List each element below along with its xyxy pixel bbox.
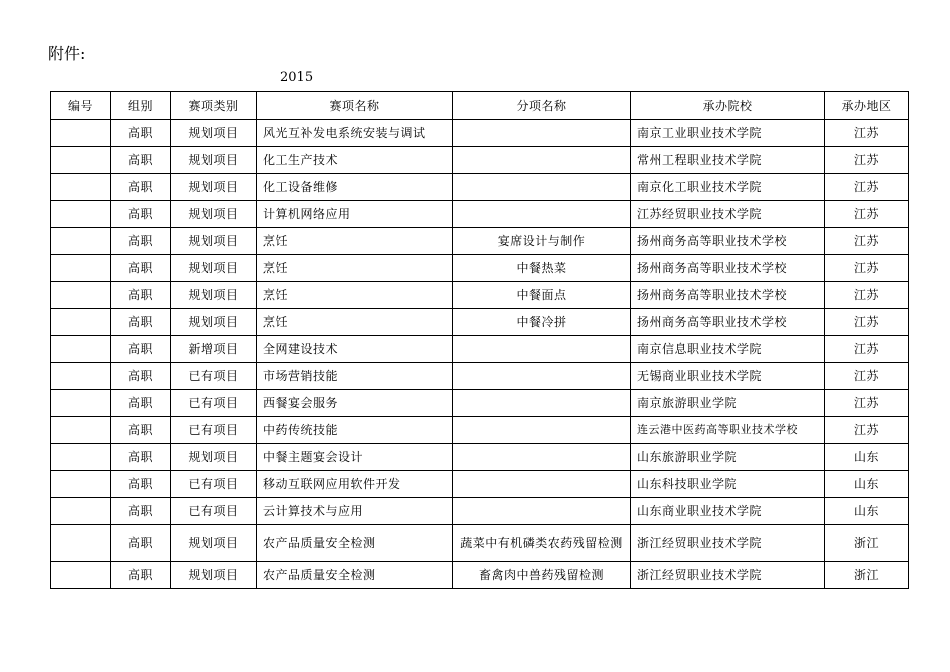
table-row — [51, 174, 909, 201]
cell-school: 山东商业职业技术学院 — [631, 498, 825, 525]
cell-school: 扬州商务高等职业技术学校 — [631, 255, 825, 282]
cell-group: 高职 — [111, 390, 171, 417]
cell-group: 高职 — [111, 417, 171, 444]
cell-category: 已有项目 — [171, 390, 257, 417]
cell-region: 江苏 — [825, 255, 909, 282]
cell-region: 江苏 — [825, 417, 909, 444]
cell-sub: 中餐热菜 — [453, 255, 631, 282]
cell-region: 江苏 — [825, 309, 909, 336]
cell-sub — [453, 444, 631, 471]
cell-sub — [453, 471, 631, 498]
cell-category: 规划项目 — [171, 282, 257, 309]
header-school: 承办院校 — [631, 92, 825, 120]
cell-id — [51, 390, 111, 417]
cell-group: 高职 — [111, 498, 171, 525]
cell-sub: 畜禽肉中兽药残留检测 — [453, 562, 631, 589]
table-row — [51, 255, 909, 282]
cell-school: 南京信息职业技术学院 — [631, 336, 825, 363]
cell-group: 高职 — [111, 174, 171, 201]
cell-category: 规划项目 — [171, 201, 257, 228]
table-row — [51, 390, 909, 417]
table-row — [51, 120, 909, 147]
cell-id — [51, 282, 111, 309]
cell-name: 中餐主题宴会设计 — [257, 444, 453, 471]
cell-name: 烹饪 — [257, 282, 453, 309]
cell-school: 南京工业职业技术学院 — [631, 120, 825, 147]
cell-region: 江苏 — [825, 228, 909, 255]
table-row — [51, 228, 909, 255]
cell-category: 已有项目 — [171, 417, 257, 444]
cell-category: 规划项目 — [171, 309, 257, 336]
cell-id — [51, 174, 111, 201]
cell-id — [51, 147, 111, 174]
cell-group: 高职 — [111, 562, 171, 589]
cell-name: 移动互联网应用软件开发 — [257, 471, 453, 498]
cell-category: 规划项目 — [171, 147, 257, 174]
table-row — [51, 363, 909, 390]
cell-group: 高职 — [111, 363, 171, 390]
cell-region: 江苏 — [825, 201, 909, 228]
cell-sub — [453, 201, 631, 228]
cell-category: 新增项目 — [171, 336, 257, 363]
cell-category: 已有项目 — [171, 363, 257, 390]
cell-category: 已有项目 — [171, 498, 257, 525]
cell-group: 高职 — [111, 228, 171, 255]
cell-group: 高职 — [111, 309, 171, 336]
cell-sub — [453, 174, 631, 201]
cell-id — [51, 228, 111, 255]
cell-region: 江苏 — [825, 363, 909, 390]
cell-name: 化工设备维修 — [257, 174, 453, 201]
cell-id — [51, 444, 111, 471]
cell-name: 全网建设技术 — [257, 336, 453, 363]
cell-sub — [453, 120, 631, 147]
cell-school: 连云港中医药高等职业技术学校 — [631, 417, 825, 444]
cell-id — [51, 255, 111, 282]
cell-school: 扬州商务高等职业技术学校 — [631, 309, 825, 336]
cell-id — [51, 120, 111, 147]
cell-name: 市场营销技能 — [257, 363, 453, 390]
header-category: 赛项类别 — [171, 92, 257, 120]
cell-school: 常州工程职业技术学院 — [631, 147, 825, 174]
cell-sub — [453, 336, 631, 363]
document-title: 2015 — [280, 70, 314, 85]
cell-region: 浙江 — [825, 562, 909, 589]
header-name: 赛项名称 — [257, 92, 453, 120]
cell-school: 扬州商务高等职业技术学校 — [631, 228, 825, 255]
cell-school: 江苏经贸职业技术学院 — [631, 201, 825, 228]
cell-group: 高职 — [111, 471, 171, 498]
cell-category: 规划项目 — [171, 255, 257, 282]
cell-sub — [453, 390, 631, 417]
cell-sub — [453, 417, 631, 444]
cell-group: 高职 — [111, 444, 171, 471]
cell-school: 浙江经贸职业技术学院 — [631, 525, 825, 562]
cell-name: 烹饪 — [257, 255, 453, 282]
table-row — [51, 147, 909, 174]
cell-group: 高职 — [111, 201, 171, 228]
cell-school: 扬州商务高等职业技术学校 — [631, 282, 825, 309]
table-body — [51, 120, 909, 589]
cell-region: 山东 — [825, 498, 909, 525]
table-row — [51, 525, 909, 562]
attachment-label: 附件: — [48, 44, 86, 63]
cell-group: 高职 — [111, 525, 171, 562]
cell-name: 农产品质量安全检测 — [257, 525, 453, 562]
table-row — [51, 336, 909, 363]
cell-name: 烹饪 — [257, 309, 453, 336]
competition-table — [50, 91, 909, 589]
cell-group: 高职 — [111, 147, 171, 174]
cell-id — [51, 562, 111, 589]
header-id: 编号 — [51, 92, 111, 120]
cell-region: 江苏 — [825, 282, 909, 309]
table-row — [51, 309, 909, 336]
cell-region: 江苏 — [825, 120, 909, 147]
cell-region: 江苏 — [825, 336, 909, 363]
cell-id — [51, 471, 111, 498]
cell-name: 化工生产技术 — [257, 147, 453, 174]
cell-region: 江苏 — [825, 174, 909, 201]
cell-id — [51, 363, 111, 390]
header-row — [51, 92, 909, 120]
cell-region: 浙江 — [825, 525, 909, 562]
cell-sub: 蔬菜中有机磷类农药残留检测 — [453, 525, 631, 562]
cell-id — [51, 336, 111, 363]
cell-category: 规划项目 — [171, 562, 257, 589]
header-sub: 分项名称 — [453, 92, 631, 120]
cell-name: 西餐宴会服务 — [257, 390, 453, 417]
cell-id — [51, 498, 111, 525]
cell-name: 烹饪 — [257, 228, 453, 255]
cell-id — [51, 417, 111, 444]
cell-sub: 中餐面点 — [453, 282, 631, 309]
cell-name: 中药传统技能 — [257, 417, 453, 444]
cell-name: 计算机网络应用 — [257, 201, 453, 228]
table-row — [51, 282, 909, 309]
cell-region: 江苏 — [825, 147, 909, 174]
cell-category: 规划项目 — [171, 120, 257, 147]
cell-name: 农产品质量安全检测 — [257, 562, 453, 589]
cell-category: 已有项目 — [171, 471, 257, 498]
cell-school: 南京化工职业技术学院 — [631, 174, 825, 201]
cell-group: 高职 — [111, 120, 171, 147]
cell-sub — [453, 498, 631, 525]
table-row — [51, 562, 909, 589]
cell-sub — [453, 363, 631, 390]
cell-category: 规划项目 — [171, 525, 257, 562]
cell-id — [51, 309, 111, 336]
table-row — [51, 417, 909, 444]
table-row — [51, 201, 909, 228]
cell-school: 浙江经贸职业技术学院 — [631, 562, 825, 589]
cell-name: 云计算技术与应用 — [257, 498, 453, 525]
cell-group: 高职 — [111, 282, 171, 309]
table-row — [51, 498, 909, 525]
cell-region: 江苏 — [825, 390, 909, 417]
cell-region: 山东 — [825, 471, 909, 498]
cell-sub: 宴席设计与制作 — [453, 228, 631, 255]
cell-id — [51, 525, 111, 562]
header-group: 组别 — [111, 92, 171, 120]
table-row — [51, 444, 909, 471]
header-region: 承办地区 — [825, 92, 909, 120]
cell-category: 规划项目 — [171, 444, 257, 471]
cell-school: 山东旅游职业学院 — [631, 444, 825, 471]
cell-category: 规划项目 — [171, 174, 257, 201]
cell-group: 高职 — [111, 255, 171, 282]
cell-school: 南京旅游职业学院 — [631, 390, 825, 417]
cell-sub — [453, 147, 631, 174]
cell-sub: 中餐冷拼 — [453, 309, 631, 336]
cell-school: 无锡商业职业技术学院 — [631, 363, 825, 390]
cell-region: 山东 — [825, 444, 909, 471]
cell-school: 山东科技职业学院 — [631, 471, 825, 498]
cell-id — [51, 201, 111, 228]
table-row — [51, 471, 909, 498]
cell-category: 规划项目 — [171, 228, 257, 255]
cell-group: 高职 — [111, 336, 171, 363]
cell-name: 风光互补发电系统安装与调试 — [257, 120, 453, 147]
table-header — [51, 92, 909, 120]
